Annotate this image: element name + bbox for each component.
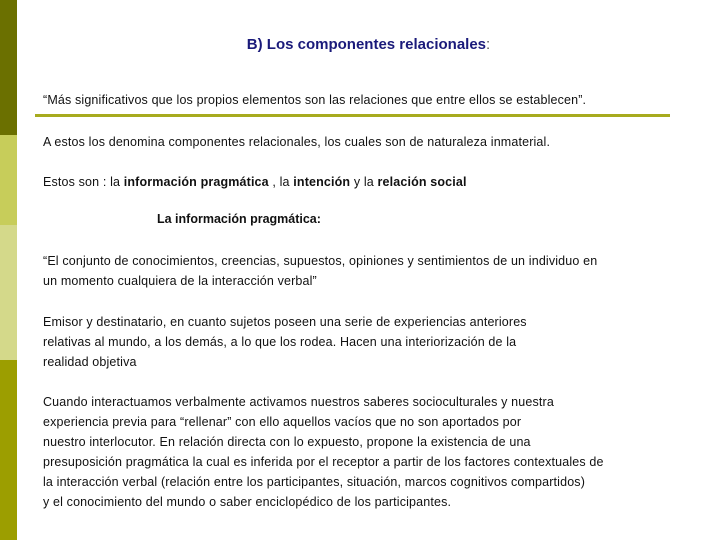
- definition-line-1: “El conjunto de conocimientos, creencias, supuestos, opiniones y sentimientos de un individuo en: [43, 254, 598, 268]
- slide-title-text: B) Los componentes relacionales: [246, 36, 487, 53]
- paragraph-3-line-6: y el conocimiento del mundo o saber enciclopédico de los participantes.: [43, 495, 452, 509]
- paragraph-interaccion: [43, 392, 673, 512]
- paragraph-3-line-5: la interacción verbal (relación entre los participantes, situación, marcos cognitivos compartidos): [43, 475, 586, 489]
- paragraph-2-line-1: Emisor y destinatario, en cuanto sujetos poseen una serie de experiencias anteriores: [43, 315, 527, 329]
- components-sep-2: y la: [350, 175, 378, 189]
- sidebar-segment-olive: [0, 360, 17, 540]
- definition-line-2: un momento cualquiera de la interacción verbal”: [43, 274, 317, 288]
- paragraph-2-line-3: realidad objetiva: [43, 355, 137, 369]
- components-sep-1: , la: [268, 175, 294, 189]
- paragraph-emisor: [43, 312, 673, 372]
- decorative-sidebar: [0, 0, 17, 540]
- paragraph-3-line-4: presuposición pragmática la cual es inferida por el receptor a partir de los factores contextuales de: [43, 455, 604, 469]
- sidebar-segment-dark-olive: [0, 0, 17, 135]
- component-intencion: intención: [293, 175, 351, 189]
- component-relacion-social: relación social: [377, 175, 467, 189]
- components-prefix: Estos son : la: [43, 175, 124, 189]
- quote-intro: “Más significativos que los propios elementos son las relaciones que entre ellos se establecen”.: [43, 93, 587, 107]
- component-informacion-pragmatica: información pragmática: [123, 175, 269, 189]
- definition-quote: [43, 251, 673, 291]
- paragraph-3-line-1: Cuando interactuamos verbalmente activamos nuestros saberes socioculturales y nuestra: [43, 395, 554, 409]
- slide-title-colon: :: [486, 36, 491, 53]
- paragraph-components-definition: A estos los denomina componentes relacionales, los cuales son de naturaleza inmaterial.: [43, 135, 551, 149]
- sidebar-segment-pale-olive: [0, 225, 17, 360]
- subheading: La información pragmática:: [157, 212, 321, 226]
- paragraph-2-line-2: relativas al mundo, a los demás, a lo que los rodea. Hacen una interiorización de la: [43, 335, 517, 349]
- sidebar-segment-light-olive: [0, 135, 17, 225]
- paragraph-3-line-3: nuestro interlocutor. En relación directa con lo expuesto, propone la existencia de una: [43, 435, 531, 449]
- slide-title: [0, 36, 720, 53]
- divider-rule: [35, 114, 670, 117]
- paragraph-3-line-2: experiencia previa para “rellenar” con ello aquellos vacíos que no son aportados por: [43, 415, 522, 429]
- components-list: [43, 172, 673, 192]
